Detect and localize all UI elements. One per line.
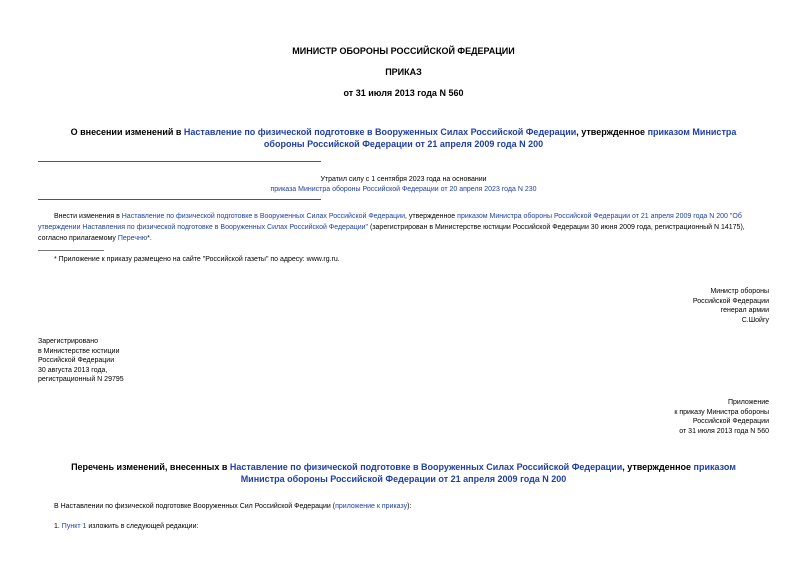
p1-link-list[interactable]: Перечню — [117, 235, 148, 242]
appendix-link[interactable]: приложение к приказу — [335, 503, 408, 510]
list-title-middle: , утвержденное — [622, 462, 694, 472]
list-intro — [54, 501, 411, 512]
p1-text-e: *. — [147, 235, 152, 242]
item1-text: изложить в следующей редакции: — [86, 523, 199, 530]
p1-link-order-title[interactable]: "Об утверждении Наставления по физической подготовке в Вооруженных Силах Российской Федерации" — [38, 213, 742, 231]
divider-bottom — [38, 199, 321, 200]
appendix-line-2: к приказу Министра обороны — [674, 408, 769, 416]
registration-line-5: регистрационный N 29795 — [38, 376, 124, 384]
registration-line-1: Зарегистрировано — [38, 338, 98, 345]
repeal-notice-line: Утратил силу с 1 сентября 2023 года на основании — [320, 176, 487, 183]
registration-block — [38, 337, 124, 385]
divider-top — [38, 161, 321, 162]
p1-link-manual[interactable]: Наставление по физической подготовке в Вооруженных Силах Российской Федерации — [121, 213, 405, 220]
list-intro-a: В Наставлении по физической подготовке Вооруженных Сил Российской Федерации ( — [54, 503, 336, 510]
list-item-1 — [54, 521, 198, 532]
signature-line-4: С.Шойгу — [741, 316, 769, 324]
list-title-prefix: Перечень изменений, внесенных в — [71, 462, 230, 472]
appendix-line-3: Российской Федерации — [692, 418, 769, 426]
signature-block — [693, 287, 769, 325]
appendix-line-1: Приложение — [727, 399, 769, 406]
registration-line-3: Российской Федерации — [38, 357, 115, 365]
order-date-number: от 31 июля 2013 года N 560 — [343, 88, 464, 98]
signature-line-3: генерал армии — [720, 307, 769, 315]
ministry-heading: МИНИСТР ОБОРОНЫ РОССИЙСКОЙ ФЕДЕРАЦИИ — [292, 46, 515, 56]
footnote-rule — [38, 250, 104, 251]
item1-link-point[interactable]: Пункт 1 — [61, 523, 87, 530]
repeal-notice-link-line — [0, 184, 807, 195]
main-paragraph — [38, 211, 773, 244]
item1-number: 1. — [54, 523, 62, 530]
footnote: * Приложение к приказу размещено на сайте "Российской газеты" по адресу: www.rg.ru. — [54, 256, 340, 263]
signature-line-2: Российской Федерации — [692, 297, 769, 305]
document-title — [60, 126, 747, 150]
appendix-line-4: от 31 июля 2013 года N 560 — [679, 427, 769, 435]
p1-link-order[interactable]: приказом Министра обороны Российской Федерации от 21 апреля 2009 года N 200 — [457, 213, 728, 220]
title-link-order[interactable]: приказом Министра обороны Российской Федерации от 21 апреля 2009 года N 200 — [263, 127, 737, 149]
registration-line-4: 30 августа 2013 года, — [38, 366, 108, 374]
registration-line-2: в Министерстве юстиции — [38, 347, 120, 355]
p1-text-b: , утвержденное — [405, 213, 458, 220]
list-title-link-order[interactable]: приказом Министра обороны Российской Федерации от 21 апреля 2009 года N 200 — [240, 462, 736, 484]
title-prefix: О внесении изменений в — [70, 127, 184, 137]
doc-type-heading: ПРИКАЗ — [385, 67, 422, 77]
repeal-order-link[interactable]: приказа Министра обороны Российской Федерации от 20 апреля 2023 года N 230 — [270, 186, 537, 193]
title-link-manual[interactable]: Наставление по физической подготовке в Вооруженных Силах Российской Федерации — [183, 127, 577, 137]
list-title-link-manual[interactable]: Наставление по физической подготовке в Вооруженных Силах Российской Федерации — [229, 462, 623, 472]
appendix-block — [674, 398, 769, 436]
list-intro-b: ): — [407, 503, 412, 510]
p1-text-d: (зарегистрирован в Министерстве юстиции Российской Федерации 30 июня 2009 года, регистрационный N 14175), согласно прилагаемому — [38, 224, 745, 242]
signature-line-1: Министр обороны — [710, 288, 769, 295]
title-middle: , утвержденное — [576, 127, 648, 137]
changes-list-title — [48, 461, 759, 485]
p1-text-a: Внести изменения в — [54, 213, 122, 220]
